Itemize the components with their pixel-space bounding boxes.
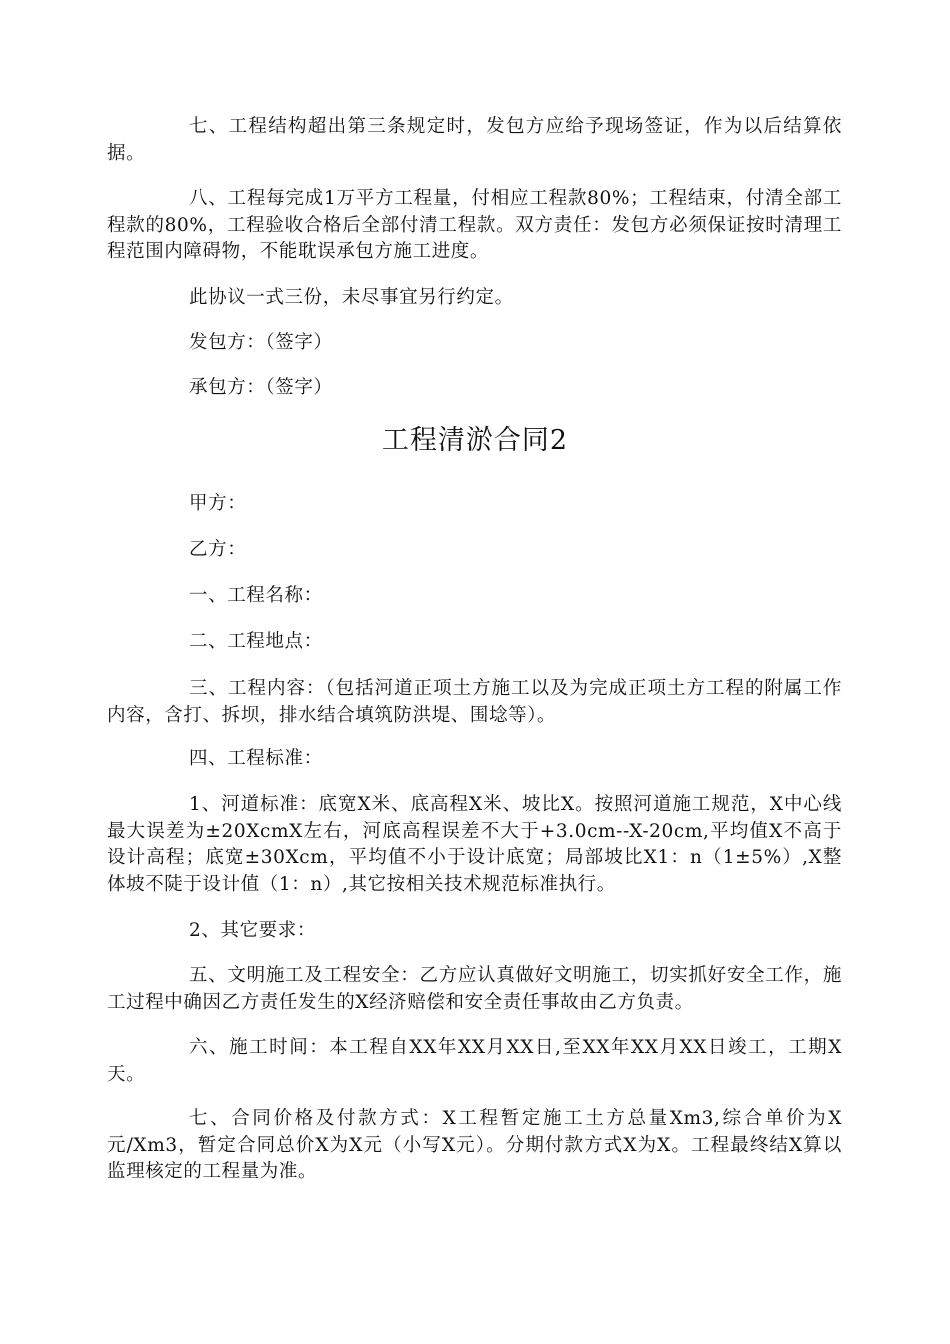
clause-8-payment: 八、工程每完成1万平方工程量，付相应工程款80%；工程结束，付清全部工程款的80%，工程验收合格后全部付清工程款。双方责任：发包方必须保证按时清理工程范围内障碍物，不能耽误承包方施工进度。 (107, 188, 842, 262)
party-a-label: 甲方： (189, 493, 247, 514)
clause-3-project-content: 三、工程内容：（包括河道正项土方施工以及为完成正项土方工程的附属工作内容，含打、拆坝，排水结合填筑防洪堤、围埝等）。 (107, 678, 842, 726)
clause-6-schedule: 六、施工时间：本工程自XX年XX月XX日,至XX年XX月XX日竣工，工期X天。 (107, 1037, 842, 1085)
clause-1-project-name: 一、工程名称： (189, 585, 323, 606)
contractor-signature: 承包方：（签字） (189, 377, 333, 398)
party-b-label: 乙方： (189, 539, 247, 560)
clause-2-project-location: 二、工程地点： (189, 631, 323, 652)
clause-4-2-other-requirements: 2、其它要求： (189, 920, 316, 941)
clause-7-settlement: 七、工程结构超出第三条规定时，发包方应给予现场签证，作为以后结算依据。 (107, 116, 842, 164)
clause-5-safety: 五、文明施工及工程安全：乙方应认真做好文明施工，切实抓好安全工作，施工过程中确因乙方责任发生的X经济赔偿和安全责任事故由乙方负责。 (107, 965, 842, 1013)
employer-signature: 发包方：（签字） (189, 332, 333, 353)
clause-4-1-river-standard: 1、河道标准：底宽X米、底高程X米、坡比X。按照河道施工规范，X中心线最大误差为±20XcmX左右，河底高程误差不大于+3.0cm--X-20cm,平均值X不高于设计高程；底宽±30Xcm，平均值不小于设计底宽；局部坡比X1：n（1±5%）,X整体坡不陡于设计值（1：n）,其它按相关技术规范标准执行。 (107, 794, 842, 895)
clause-7-price-payment: 七、合同价格及付款方式：X工程暂定施工土方总量Xm3,综合单价为X元/Xm3，暂定合同总价X为X元（小写X元）。分期付款方式X为X。工程最终结X算以监理核定的工程量为准。 (107, 1108, 842, 1182)
copies-note: 此协议一式三份，未尽事宜另行约定。 (189, 287, 514, 308)
contract-title: 工程清淤合同2 (381, 425, 569, 456)
clause-4-project-standard: 四、工程标准： (189, 748, 323, 769)
